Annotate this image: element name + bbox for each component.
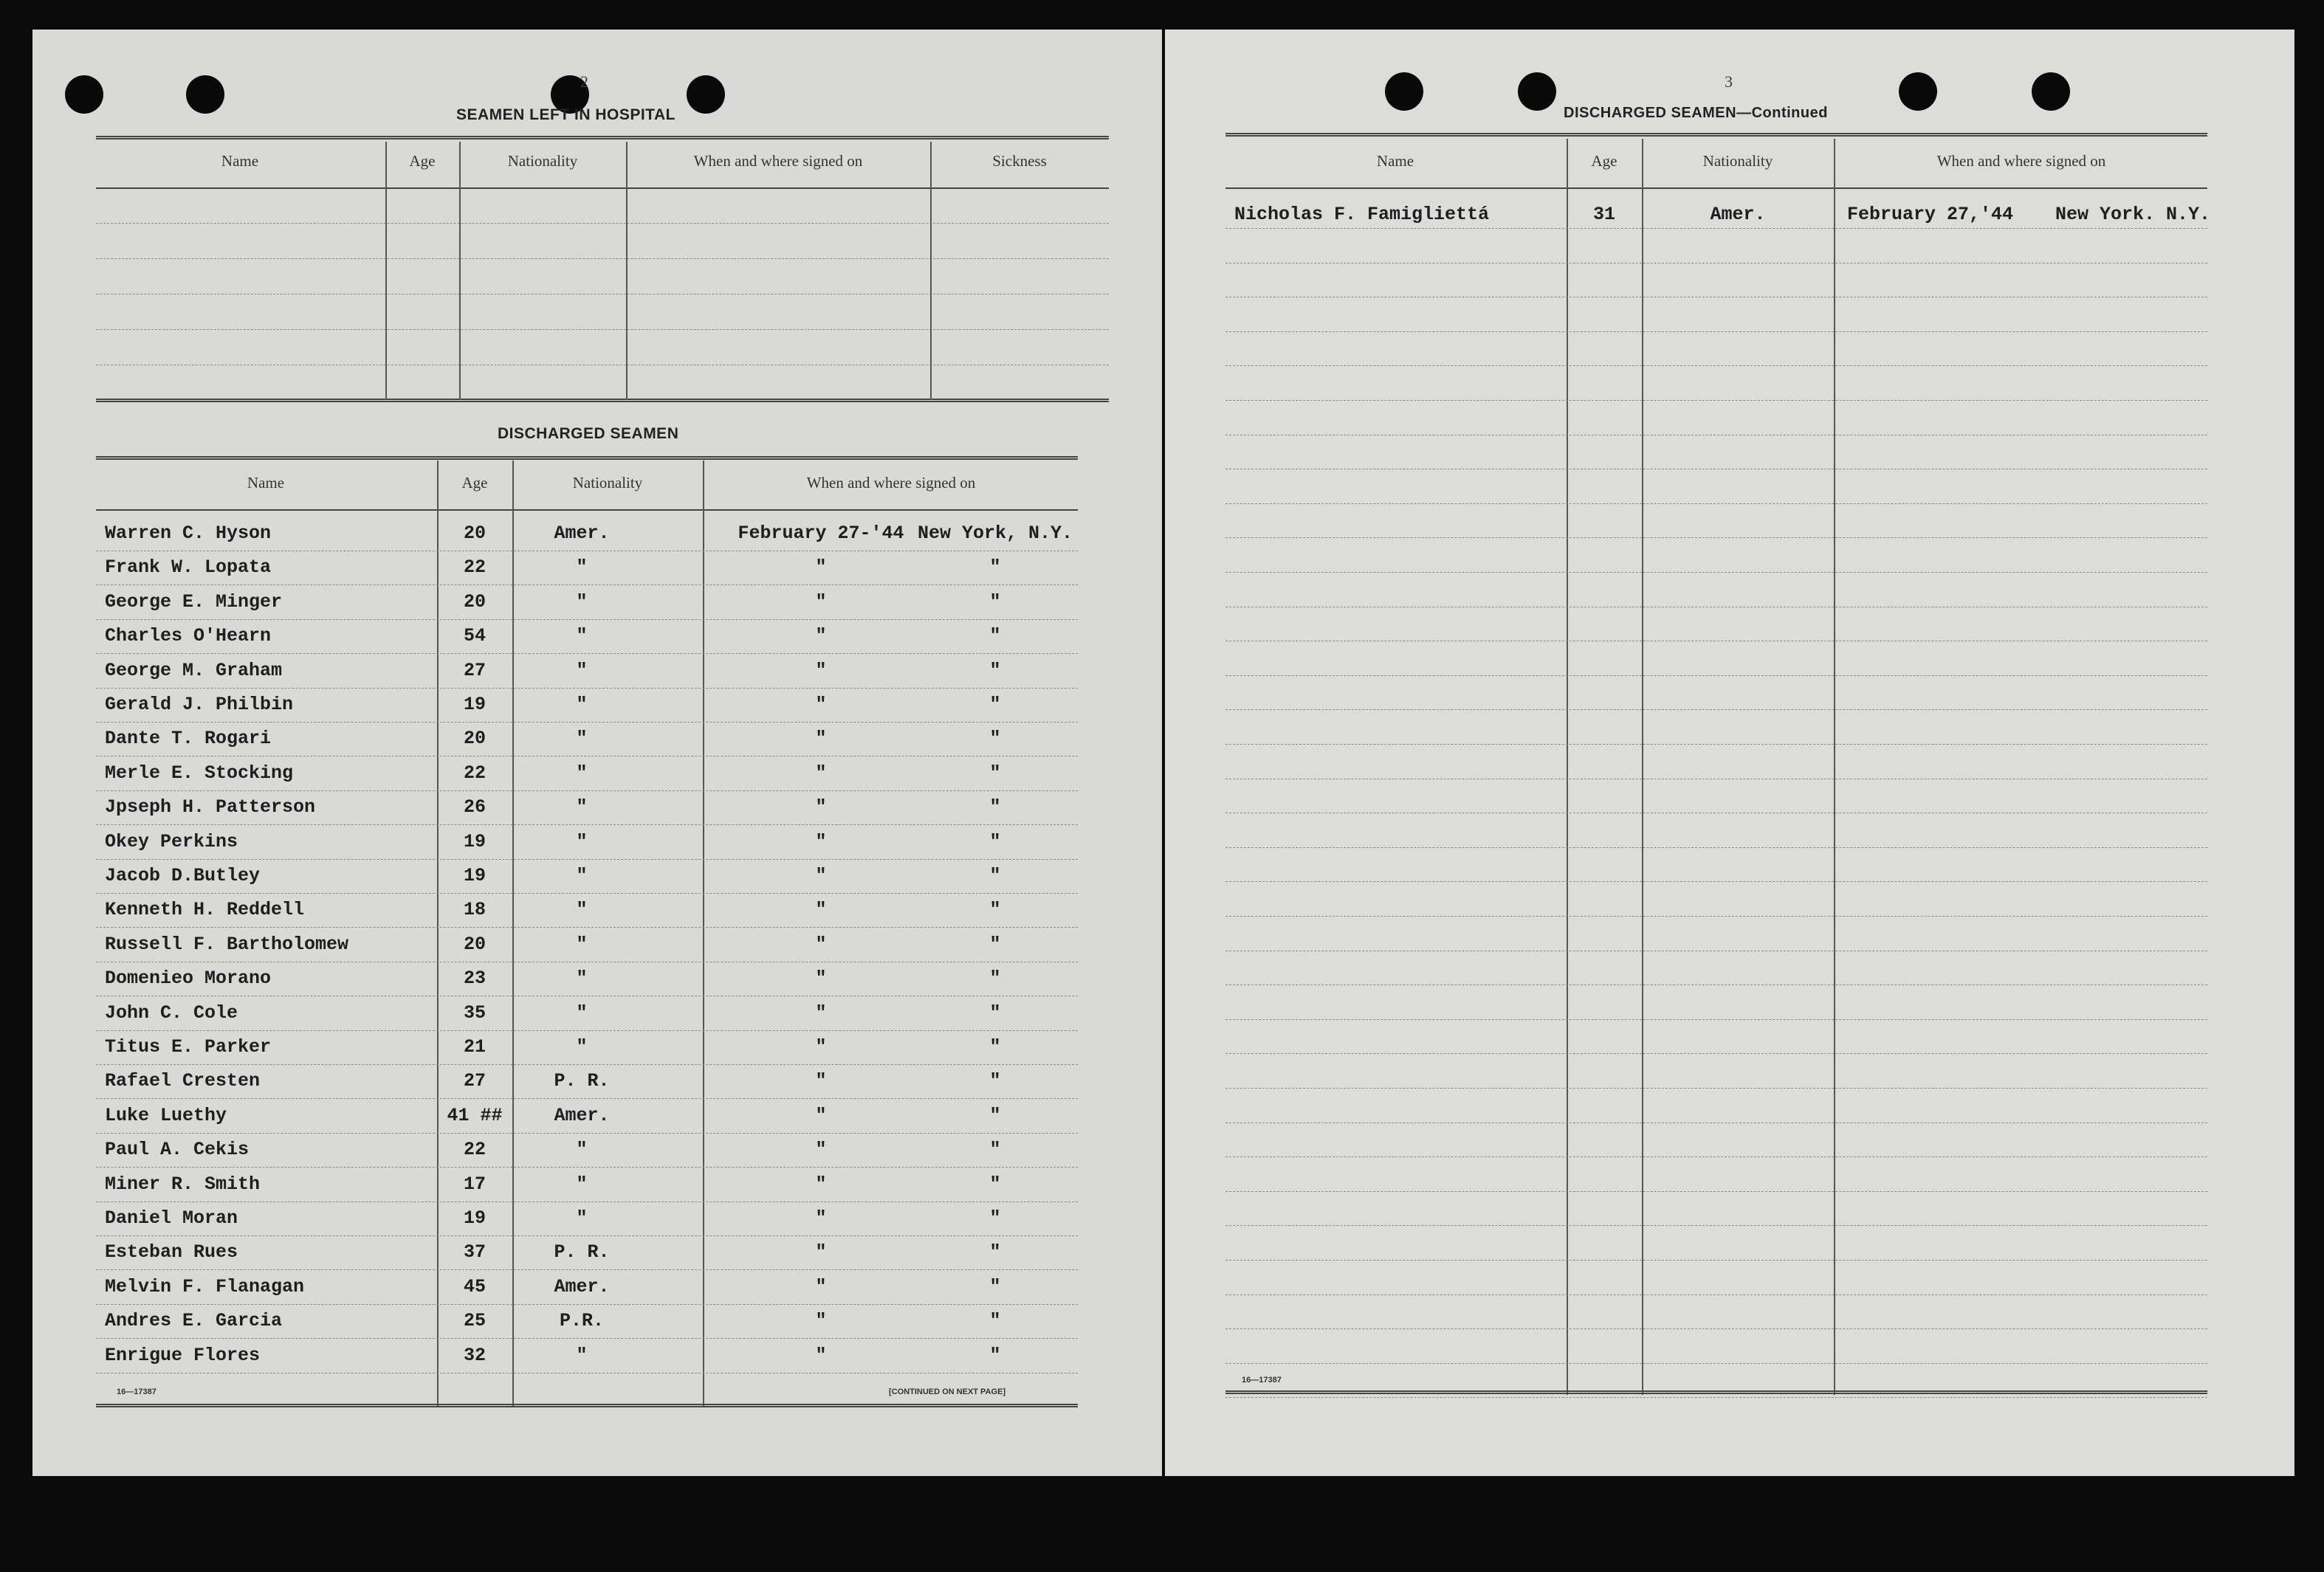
seaman-nationality: "	[576, 625, 588, 647]
seaman-nationality: "	[576, 934, 588, 955]
row-line	[96, 688, 1078, 689]
left-page	[32, 30, 1162, 1476]
seaman-name: Titus E. Parker	[105, 1036, 272, 1058]
signed-on-place: "	[989, 762, 1001, 784]
row-line	[1225, 1397, 2207, 1398]
signed-on-place: "	[989, 1241, 1001, 1263]
row-line	[1225, 1053, 2207, 1054]
row-line	[1225, 1156, 2207, 1157]
seaman-age: 19	[463, 831, 486, 852]
seaman-name: Melvin F. Flanagan	[105, 1276, 305, 1297]
seaman-name: Enrigue Flores	[105, 1345, 261, 1366]
row-line	[1225, 1191, 2207, 1192]
hospital-col-divider	[385, 142, 387, 400]
signed-on-date: "	[815, 1345, 827, 1366]
signed-on-date: "	[815, 694, 827, 715]
signed-on-date: "	[815, 968, 827, 989]
row-line	[96, 653, 1078, 654]
seaman-nationality: "	[576, 968, 588, 989]
row-line	[1225, 1088, 2207, 1089]
signed-on-date: "	[815, 556, 827, 578]
seaman-age: 25	[463, 1310, 486, 1331]
signed-on-place: "	[989, 1036, 1001, 1058]
seaman-age: 21	[463, 1036, 486, 1058]
seaman-age: 27	[463, 660, 486, 681]
right-top-rule	[1225, 133, 2207, 137]
seaman-name: George M. Graham	[105, 660, 283, 681]
signed-on-place: "	[989, 556, 1001, 578]
seaman-name: Frank W. Lopata	[105, 556, 272, 578]
hospital-header-rule	[96, 187, 1109, 189]
row-line	[96, 790, 1078, 791]
seaman-age: 41 ##	[447, 1105, 503, 1126]
seaman-name: Andres E. Garcia	[105, 1310, 283, 1331]
row-line	[96, 1235, 1078, 1236]
signed-on-place: "	[989, 591, 1001, 613]
right-page	[1165, 30, 2294, 1476]
punch-hole	[1518, 72, 1556, 111]
signed-on-date: "	[815, 625, 827, 647]
seaman-nationality: "	[576, 762, 588, 784]
row-line	[96, 927, 1078, 928]
row-line	[1225, 503, 2207, 504]
seaman-name: Jacob D.Butley	[105, 865, 261, 886]
signed-on-date: "	[815, 762, 827, 784]
seaman-age: 20	[463, 591, 486, 613]
row-line	[96, 1064, 1078, 1065]
seaman-age: 31	[1592, 204, 1615, 225]
signed-on-date: "	[815, 1002, 827, 1024]
continued-note: [CONTINUED ON NEXT PAGE]	[889, 1387, 1006, 1396]
row-line	[1225, 1328, 2207, 1329]
punch-hole	[2032, 72, 2070, 111]
signed-on-place: "	[989, 796, 1001, 818]
seaman-age: 54	[463, 625, 486, 647]
row-line	[1225, 881, 2207, 882]
seaman-nationality: "	[576, 796, 588, 818]
hospital-col-age: Age	[409, 152, 436, 170]
seaman-age: 37	[463, 1241, 486, 1263]
right-col-divider	[1642, 139, 1643, 1395]
seaman-name: Esteban Rues	[105, 1241, 238, 1263]
discharged-bottom-rule	[96, 1404, 1078, 1407]
discharged-header-rule	[96, 509, 1078, 511]
seaman-nationality: "	[576, 1345, 588, 1366]
signed-on-place: "	[989, 1139, 1001, 1160]
row-line	[96, 722, 1078, 723]
signed-on-date: "	[815, 1036, 827, 1058]
seaman-name: Okey Perkins	[105, 831, 238, 852]
punch-hole	[186, 75, 224, 114]
row-line	[1225, 572, 2207, 573]
seaman-age: 20	[463, 523, 486, 544]
discharged-col-signed-on: When and where signed on	[806, 474, 976, 492]
seaman-age: 18	[463, 899, 486, 920]
right-col-nationality: Nationality	[1702, 152, 1773, 170]
seaman-nationality: Amer.	[1710, 204, 1766, 225]
row-line	[96, 1338, 1078, 1339]
signed-on-place: "	[989, 865, 1001, 886]
right-col-age: Age	[1591, 152, 1617, 170]
signed-on-date: "	[815, 1105, 827, 1126]
signed-on-date: "	[815, 1310, 827, 1331]
seaman-name: Nicholas F. Famigliettá	[1234, 204, 1490, 225]
seaman-name: Luke Luethy	[105, 1105, 227, 1126]
row-line	[1225, 1260, 2207, 1261]
seaman-name: Domenieo Morano	[105, 968, 272, 989]
seaman-name: Daniel Moran	[105, 1207, 238, 1229]
seaman-nationality: P.R.	[559, 1310, 604, 1331]
seaman-name: Rafael Cresten	[105, 1070, 261, 1092]
signed-on-place: New York. N.Y.	[2055, 204, 2211, 225]
seaman-age: 19	[463, 694, 486, 715]
row-line	[96, 619, 1078, 620]
signed-on-date: February 27,'44	[1847, 204, 2014, 225]
seaman-name: Warren C. Hyson	[105, 523, 272, 544]
signed-on-date: "	[815, 1207, 827, 1229]
punch-hole	[1899, 72, 1937, 111]
seaman-name: Charles O'Hearn	[105, 625, 272, 647]
hospital-col-signed-on: When and where signed on	[693, 152, 863, 170]
hospital-bottom-rule	[96, 399, 1109, 402]
form-number: 16—17387	[117, 1387, 157, 1396]
row-line	[96, 893, 1078, 894]
seaman-nationality: P. R.	[554, 1241, 610, 1263]
seaman-age: 20	[463, 934, 486, 955]
signed-on-place: "	[989, 1105, 1001, 1126]
row-line	[1225, 916, 2207, 917]
discharged-col-divider	[703, 461, 704, 1407]
page-number: 2	[580, 72, 588, 91]
row-line	[1225, 1363, 2207, 1364]
row-line	[1225, 709, 2207, 710]
seaman-nationality: "	[576, 728, 588, 749]
row-line	[1225, 537, 2207, 538]
right-col-name: Name	[1376, 152, 1414, 170]
seaman-name: Paul A. Cekis	[105, 1139, 250, 1160]
signed-on-date: "	[815, 865, 827, 886]
signed-on-place: "	[989, 899, 1001, 920]
signed-on-place: "	[989, 1207, 1001, 1229]
punch-hole	[687, 75, 725, 114]
row-line	[96, 1133, 1078, 1134]
hospital-top-rule	[96, 136, 1109, 139]
seaman-name: Kenneth H. Reddell	[105, 899, 305, 920]
discharged-col-age: Age	[461, 474, 488, 492]
signed-on-place: "	[989, 660, 1001, 681]
signed-on-place: "	[989, 728, 1001, 749]
seaman-nationality: Amer.	[554, 1276, 610, 1297]
row-line	[1225, 847, 2207, 848]
signed-on-date: "	[815, 660, 827, 681]
seaman-nationality: "	[576, 831, 588, 852]
seaman-nationality: "	[576, 591, 588, 613]
hospital-col-sickness: Sickness	[992, 152, 1047, 170]
seaman-nationality: Amer.	[554, 1105, 610, 1126]
seaman-nationality: "	[576, 660, 588, 681]
signed-on-date: "	[815, 728, 827, 749]
seaman-age: 23	[463, 968, 486, 989]
seaman-age: 22	[463, 1139, 486, 1160]
discharged-col-name: Name	[247, 474, 285, 492]
seaman-age: 35	[463, 1002, 486, 1024]
seaman-age: 32	[463, 1345, 486, 1366]
hospital-row-line	[96, 329, 1109, 330]
seaman-age: 17	[463, 1173, 486, 1195]
signed-on-place: "	[989, 1002, 1001, 1024]
seaman-nationality: "	[576, 865, 588, 886]
signed-on-date: "	[815, 899, 827, 920]
signed-on-date: "	[815, 934, 827, 955]
signed-on-place: "	[989, 625, 1001, 647]
seaman-age: 19	[463, 1207, 486, 1229]
row-line	[1225, 675, 2207, 676]
discharged-section-title: DISCHARGED SEAMEN	[498, 425, 679, 442]
signed-on-place: "	[989, 694, 1001, 715]
form-number: 16—17387	[1242, 1376, 1282, 1385]
seaman-age: 45	[463, 1276, 486, 1297]
row-line	[1225, 228, 2207, 229]
row-line	[96, 859, 1078, 860]
right-col-divider	[1834, 139, 1835, 1395]
signed-on-date: "	[815, 1173, 827, 1195]
signed-on-place: "	[989, 1276, 1001, 1297]
seaman-name: Russell F. Bartholomew	[105, 934, 349, 955]
signed-on-place: "	[989, 1173, 1001, 1195]
seaman-nationality: "	[576, 1036, 588, 1058]
seaman-nationality: "	[576, 556, 588, 578]
right-header-rule	[1225, 187, 2207, 189]
signed-on-place: "	[989, 934, 1001, 955]
row-line	[1225, 400, 2207, 401]
seaman-nationality: "	[576, 1173, 588, 1195]
seaman-nationality: P. R.	[554, 1070, 610, 1092]
signed-on-date: "	[815, 591, 827, 613]
seaman-name: John C. Cole	[105, 1002, 238, 1024]
seaman-age: 26	[463, 796, 486, 818]
seaman-age: 27	[463, 1070, 486, 1092]
right-col-divider	[1567, 139, 1568, 1395]
hospital-row-line	[96, 223, 1109, 224]
row-line	[96, 1030, 1078, 1031]
page-number: 3	[1725, 72, 1733, 91]
continued-section-title: DISCHARGED SEAMEN—Continued	[1564, 105, 1828, 121]
seaman-name: Gerald J. Philbin	[105, 694, 294, 715]
signed-on-date: "	[815, 1139, 827, 1160]
signed-on-date: "	[815, 1241, 827, 1263]
hospital-col-divider	[459, 142, 461, 400]
seaman-name: Jpseph H. Patterson	[105, 796, 316, 818]
seaman-name: Dante T. Rogari	[105, 728, 272, 749]
signed-on-place: "	[989, 1310, 1001, 1331]
signed-on-date: "	[815, 1276, 827, 1297]
seaman-nationality: Amer.	[554, 523, 610, 544]
hospital-section-title: SEAMEN LEFT IN HOSPITAL	[456, 106, 675, 123]
seaman-age: 22	[463, 762, 486, 784]
right-col-signed-on: When and where signed on	[1936, 152, 2106, 170]
punch-hole	[1385, 72, 1423, 111]
seaman-nationality: "	[576, 1002, 588, 1024]
discharged-top-rule	[96, 456, 1078, 460]
seaman-name: Miner R. Smith	[105, 1173, 261, 1195]
row-line	[96, 1269, 1078, 1270]
signed-on-date: "	[815, 1070, 827, 1092]
hospital-col-nationality: Nationality	[507, 152, 578, 170]
hospital-col-name: Name	[221, 152, 259, 170]
row-line	[1225, 331, 2207, 332]
signed-on-place: "	[989, 968, 1001, 989]
seaman-age: 20	[463, 728, 486, 749]
signed-on-place: "	[989, 1345, 1001, 1366]
signed-on-date: February 27-'44	[738, 523, 904, 544]
seaman-nationality: "	[576, 694, 588, 715]
right-bottom-rule	[1225, 1390, 2207, 1394]
row-line	[1225, 1225, 2207, 1226]
row-line	[1225, 365, 2207, 366]
seaman-name: George E. Minger	[105, 591, 283, 613]
hospital-col-divider	[626, 142, 628, 400]
signed-on-place: "	[989, 831, 1001, 852]
signed-on-date: "	[815, 831, 827, 852]
seaman-age: 22	[463, 556, 486, 578]
hospital-row-line	[96, 258, 1109, 259]
seaman-nationality: "	[576, 899, 588, 920]
signed-on-place: New York, N.Y.	[917, 523, 1073, 544]
punch-hole	[65, 75, 103, 114]
signed-on-date: "	[815, 796, 827, 818]
row-line	[96, 1167, 1078, 1168]
row-line	[96, 1098, 1078, 1099]
seaman-name: Merle E. Stocking	[105, 762, 294, 784]
seaman-age: 19	[463, 865, 486, 886]
hospital-col-divider	[930, 142, 932, 400]
row-line	[96, 824, 1078, 825]
discharged-col-nationality: Nationality	[572, 474, 643, 492]
row-line	[1225, 744, 2207, 745]
row-line	[1225, 1019, 2207, 1020]
seaman-nationality: "	[576, 1139, 588, 1160]
signed-on-place: "	[989, 1070, 1001, 1092]
seaman-nationality: "	[576, 1207, 588, 1229]
row-line	[96, 1304, 1078, 1305]
